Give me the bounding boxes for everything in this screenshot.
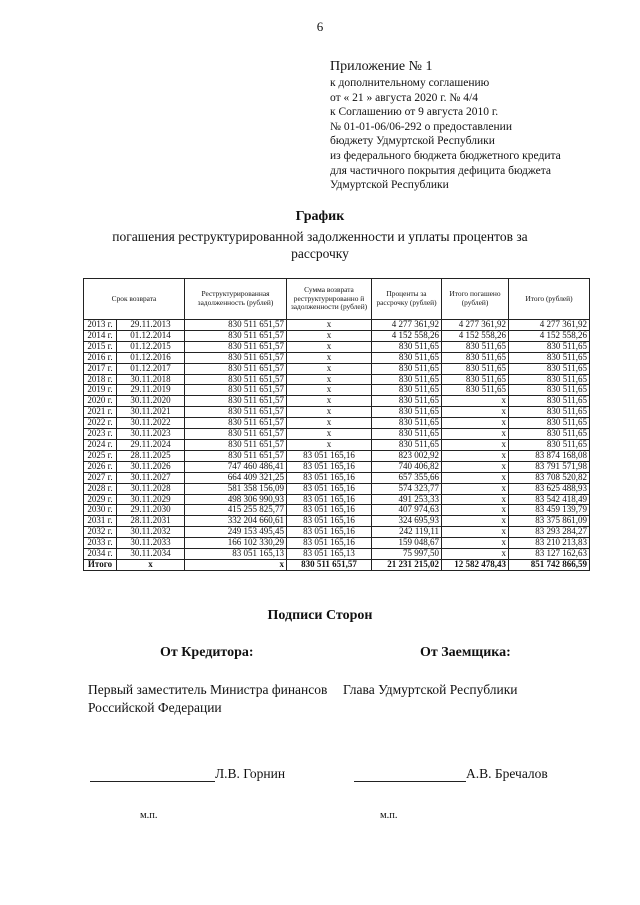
table-cell: 830 511 651,57 [185, 429, 287, 440]
table-cell: 83 127 162,63 [509, 549, 590, 560]
table-cell: 30.11.2021 [117, 407, 185, 418]
table-cell: x [442, 429, 509, 440]
table-cell: 30.11.2023 [117, 429, 185, 440]
creditor-signature [90, 766, 285, 782]
appendix-line: бюджету Удмуртской Республики [330, 135, 495, 148]
table-cell: 2016 г. [84, 352, 117, 363]
table-cell: 159 048,67 [372, 538, 442, 549]
table-row [84, 341, 590, 352]
table-cell: 29.11.2019 [117, 385, 185, 396]
table-cell: 2026 г. [84, 461, 117, 472]
table-cell: 830 511,65 [372, 385, 442, 396]
table-cell: 324 695,93 [372, 516, 442, 527]
creditor-name: Л.В. Горнин [215, 766, 286, 781]
table-cell: 830 511 651,57 [185, 330, 287, 341]
borrower-position: Глава Удмуртской Республики [343, 682, 518, 697]
table-cell: x [442, 418, 509, 429]
table-header-row [84, 279, 590, 320]
table-cell: 30.11.2032 [117, 527, 185, 538]
repayment-schedule-table [83, 278, 590, 571]
table-cell: 2020 г. [84, 396, 117, 407]
table-cell: x [442, 472, 509, 483]
table-cell: 30.11.2029 [117, 494, 185, 505]
table-row [84, 505, 590, 516]
table-cell: 2015 г. [84, 341, 117, 352]
table-cell: 830 511,65 [509, 374, 590, 385]
table-cell: x [442, 461, 509, 472]
table-cell: 2031 г. [84, 516, 117, 527]
table-cell: 01.12.2015 [117, 341, 185, 352]
table-cell: x [442, 483, 509, 494]
table-row [84, 450, 590, 461]
table-cell: 4 277 361,92 [442, 320, 509, 331]
table-cell: Итого [84, 559, 117, 570]
table-row [84, 538, 590, 549]
table-cell: 830 511,65 [442, 352, 509, 363]
creditor-heading: От Кредитора: [160, 645, 254, 660]
table-cell: 830 511 651,57 [185, 450, 287, 461]
table-cell: 83 459 139,79 [509, 505, 590, 516]
table-cell: x [287, 418, 372, 429]
table-cell: 4 152 558,26 [442, 330, 509, 341]
table-cell: 830 511 651,57 [185, 418, 287, 429]
table-cell: 83 051 165,16 [287, 505, 372, 516]
table-cell: 83 791 571,98 [509, 461, 590, 472]
document-subtitle: погашения реструктурированной задолженности и уплаты процентов за рассрочку [112, 229, 528, 261]
table-cell: 830 511 651,57 [185, 374, 287, 385]
table-cell: 830 511 651,57 [185, 352, 287, 363]
table-cell: 83 051 165,16 [287, 527, 372, 538]
table-row [84, 483, 590, 494]
table-cell: 83 051 165,16 [287, 494, 372, 505]
table-cell: 830 511 651,57 [185, 363, 287, 374]
table-cell: 30.11.2020 [117, 396, 185, 407]
table-cell: 28.11.2031 [117, 516, 185, 527]
table-cell: 30.11.2028 [117, 483, 185, 494]
table-cell: 2032 г. [84, 527, 117, 538]
table-row [84, 385, 590, 396]
table-cell: 28.11.2025 [117, 450, 185, 461]
table-cell: x [287, 363, 372, 374]
table-cell: 830 511 651,57 [185, 320, 287, 331]
table-row [84, 352, 590, 363]
appendix-block [330, 58, 630, 193]
table-cell: 830 511,65 [509, 439, 590, 450]
table-cell: 830 511 651,57 [185, 407, 287, 418]
table-cell: 2021 г. [84, 407, 117, 418]
table-cell: 12 582 478,43 [442, 559, 509, 570]
table-cell: x [287, 439, 372, 450]
table-cell: 830 511,65 [442, 374, 509, 385]
table-cell: x [442, 439, 509, 450]
table-row [84, 549, 590, 560]
table-cell: 830 511 651,57 [185, 385, 287, 396]
table-cell: x [442, 505, 509, 516]
appendix-line: Удмуртской Республики [330, 179, 449, 192]
table-cell: 830 511,65 [372, 439, 442, 450]
table-cell: 4 277 361,92 [372, 320, 442, 331]
header-due-date: Срок возврата [84, 279, 185, 320]
table-cell: 2027 г. [84, 472, 117, 483]
table-row [84, 396, 590, 407]
table-cell: 83 708 520,82 [509, 472, 590, 483]
table-cell: 83 375 861,09 [509, 516, 590, 527]
table-row [84, 418, 590, 429]
table-cell: x [442, 527, 509, 538]
table-cell: 830 511,65 [509, 396, 590, 407]
table-cell: 407 974,63 [372, 505, 442, 516]
header-return-amount: Сумма возврата реструктурированно й задолженности (рублей) [287, 279, 372, 320]
table-cell: 21 231 215,02 [372, 559, 442, 570]
table-cell: 2034 г. [84, 549, 117, 560]
borrower-name: А.В. Бречалов [466, 766, 548, 781]
table-cell: x [287, 341, 372, 352]
appendix-line: к дополнительному соглашению [330, 77, 490, 89]
table-row [84, 527, 590, 538]
header-total: Итого (рублей) [509, 279, 590, 320]
table-cell: 2022 г. [84, 418, 117, 429]
table-cell: 30.11.2034 [117, 549, 185, 560]
appendix-line: к Соглашению от 9 августа 2010 г. [330, 106, 499, 119]
appendix-heading: Приложение № 1 [330, 59, 433, 74]
table-cell: x [442, 538, 509, 549]
table-row [84, 407, 590, 418]
creditor-position: Первый заместитель Министра финансов Российской Федерации [88, 682, 328, 715]
signature-line [354, 767, 466, 782]
table-cell: 83 051 165,16 [287, 538, 372, 549]
table-cell: 830 511,65 [509, 352, 590, 363]
table-cell: 574 323,77 [372, 483, 442, 494]
table-cell: 83 051 165,16 [287, 516, 372, 527]
table-cell: 242 119,11 [372, 527, 442, 538]
table-cell: 830 511,65 [509, 341, 590, 352]
table-cell: 83 051 165,16 [287, 483, 372, 494]
table-cell: 830 511 651,57 [185, 341, 287, 352]
appendix-line: из федерального бюджета бюджетного кредита [330, 149, 561, 162]
table-cell: 30.11.2022 [117, 418, 185, 429]
table-row [84, 472, 590, 483]
table-row [84, 439, 590, 450]
table-cell: 747 460 486,41 [185, 461, 287, 472]
table-cell: 30.11.2033 [117, 538, 185, 549]
table-cell: 83 051 165,13 [287, 549, 372, 560]
table-cell: 4 152 558,26 [372, 330, 442, 341]
table-row [84, 330, 590, 341]
table-cell: 657 355,66 [372, 472, 442, 483]
document-title: График [295, 209, 345, 224]
table-cell: 30.11.2018 [117, 374, 185, 385]
borrower-signature [354, 766, 548, 782]
table-cell: 01.12.2016 [117, 352, 185, 363]
table-cell: 2030 г. [84, 505, 117, 516]
stamp-place-creditor: м.п. [140, 810, 158, 821]
table-cell: 83 625 488,93 [509, 483, 590, 494]
table-cell: x [287, 330, 372, 341]
table-cell: x [442, 549, 509, 560]
table-cell: x [442, 396, 509, 407]
table-cell: 830 511,65 [442, 385, 509, 396]
table-cell: 830 511,65 [442, 363, 509, 374]
table-cell: 01.12.2017 [117, 363, 185, 374]
table-cell: 01.12.2014 [117, 330, 185, 341]
table-cell: x [442, 450, 509, 461]
signatures-title: Подписи Сторон [267, 608, 373, 623]
header-restructured-debt: Реструктурированная задолженность (рублей) [185, 279, 287, 320]
table-cell: 83 293 284,27 [509, 527, 590, 538]
table-cell: 664 409 321,25 [185, 472, 287, 483]
table-cell: 2028 г. [84, 483, 117, 494]
table-cell: 830 511,65 [372, 374, 442, 385]
table-cell: 75 997,50 [372, 549, 442, 560]
appendix-line: № 01-01-06/06-292 о предоставлении [330, 120, 512, 133]
stamp-place-borrower: м.п. [380, 810, 398, 821]
table-cell: 83 051 165,16 [287, 461, 372, 472]
table-cell: 830 511,65 [442, 341, 509, 352]
table-row [84, 494, 590, 505]
table-cell: 2014 г. [84, 330, 117, 341]
table-cell: 830 511,65 [372, 363, 442, 374]
table-cell: x [185, 559, 287, 570]
table-cell: x [287, 320, 372, 331]
table-cell: 830 511,65 [372, 407, 442, 418]
borrower-heading: От Заемщика: [420, 645, 511, 660]
table-cell: 2024 г. [84, 439, 117, 450]
table-cell: 30.11.2026 [117, 461, 185, 472]
table-cell: 83 874 168,08 [509, 450, 590, 461]
table-cell: 83 051 165,13 [185, 549, 287, 560]
table-cell: 830 511 651,57 [185, 439, 287, 450]
appendix-line: для частичного покрытия дефицита бюджета [330, 164, 552, 177]
table-cell: 830 511,65 [372, 341, 442, 352]
table-cell: 83 210 213,83 [509, 538, 590, 549]
table-cell: 249 153 495,45 [185, 527, 287, 538]
table-cell: 830 511,65 [372, 352, 442, 363]
table-cell: x [442, 407, 509, 418]
table-cell: 830 511,65 [509, 429, 590, 440]
table-cell: 740 406,82 [372, 461, 442, 472]
table-cell: 83 051 165,16 [287, 472, 372, 483]
table-cell: 29.11.2030 [117, 505, 185, 516]
table-cell: 166 102 330,29 [185, 538, 287, 549]
table-row [84, 374, 590, 385]
table-cell: 332 204 660,61 [185, 516, 287, 527]
table-cell: x [287, 429, 372, 440]
table-cell: 491 253,33 [372, 494, 442, 505]
table-cell: 29.11.2024 [117, 439, 185, 450]
table-cell: 851 742 866,59 [509, 559, 590, 570]
table-cell: 2025 г. [84, 450, 117, 461]
table-cell: 830 511 651,57 [185, 396, 287, 407]
table-cell: 30.11.2027 [117, 472, 185, 483]
table-cell: 581 358 156,09 [185, 483, 287, 494]
table-cell: 830 511,65 [372, 429, 442, 440]
table-cell: 415 255 825,77 [185, 505, 287, 516]
table-cell: 4 152 558,26 [509, 330, 590, 341]
table-row [84, 320, 590, 331]
table-cell: 498 306 990,93 [185, 494, 287, 505]
table-cell: 2033 г. [84, 538, 117, 549]
table-cell: 830 511 651,57 [287, 559, 372, 570]
table-row [84, 516, 590, 527]
table-cell: 830 511,65 [372, 418, 442, 429]
header-interest: Проценты за рассрочку (рублей) [372, 279, 442, 320]
table-cell: 823 002,92 [372, 450, 442, 461]
header-total-repaid: Итого погашено (рублей) [442, 279, 509, 320]
table-cell: 830 511,65 [509, 418, 590, 429]
table-cell: x [442, 494, 509, 505]
signature-line [90, 767, 215, 782]
table-row [84, 429, 590, 440]
table-row [84, 461, 590, 472]
table-cell: 830 511,65 [372, 396, 442, 407]
table-cell: x [117, 559, 185, 570]
table-cell: x [287, 407, 372, 418]
table-cell: 83 542 418,49 [509, 494, 590, 505]
table-cell: 2018 г. [84, 374, 117, 385]
table-total-row [84, 559, 590, 570]
appendix-line: от « 21 » августа 2020 г. № 4/4 [330, 91, 478, 104]
table-cell: x [287, 374, 372, 385]
table-cell: 4 277 361,92 [509, 320, 590, 331]
table-cell: x [287, 385, 372, 396]
table-row [84, 363, 590, 374]
table-cell: 830 511,65 [509, 385, 590, 396]
table-cell: x [442, 516, 509, 527]
table-cell: x [287, 396, 372, 407]
table-cell: x [287, 352, 372, 363]
table-cell: 830 511,65 [509, 407, 590, 418]
page-number: 6 [316, 19, 324, 34]
table-cell: 2029 г. [84, 494, 117, 505]
table-cell: 2013 г. [84, 320, 117, 331]
table-cell: 2017 г. [84, 363, 117, 374]
table-cell: 2023 г. [84, 429, 117, 440]
table-cell: 830 511,65 [509, 363, 590, 374]
table-cell: 83 051 165,16 [287, 450, 372, 461]
table-cell: 2019 г. [84, 385, 117, 396]
table-cell: 29.11.2013 [117, 320, 185, 331]
